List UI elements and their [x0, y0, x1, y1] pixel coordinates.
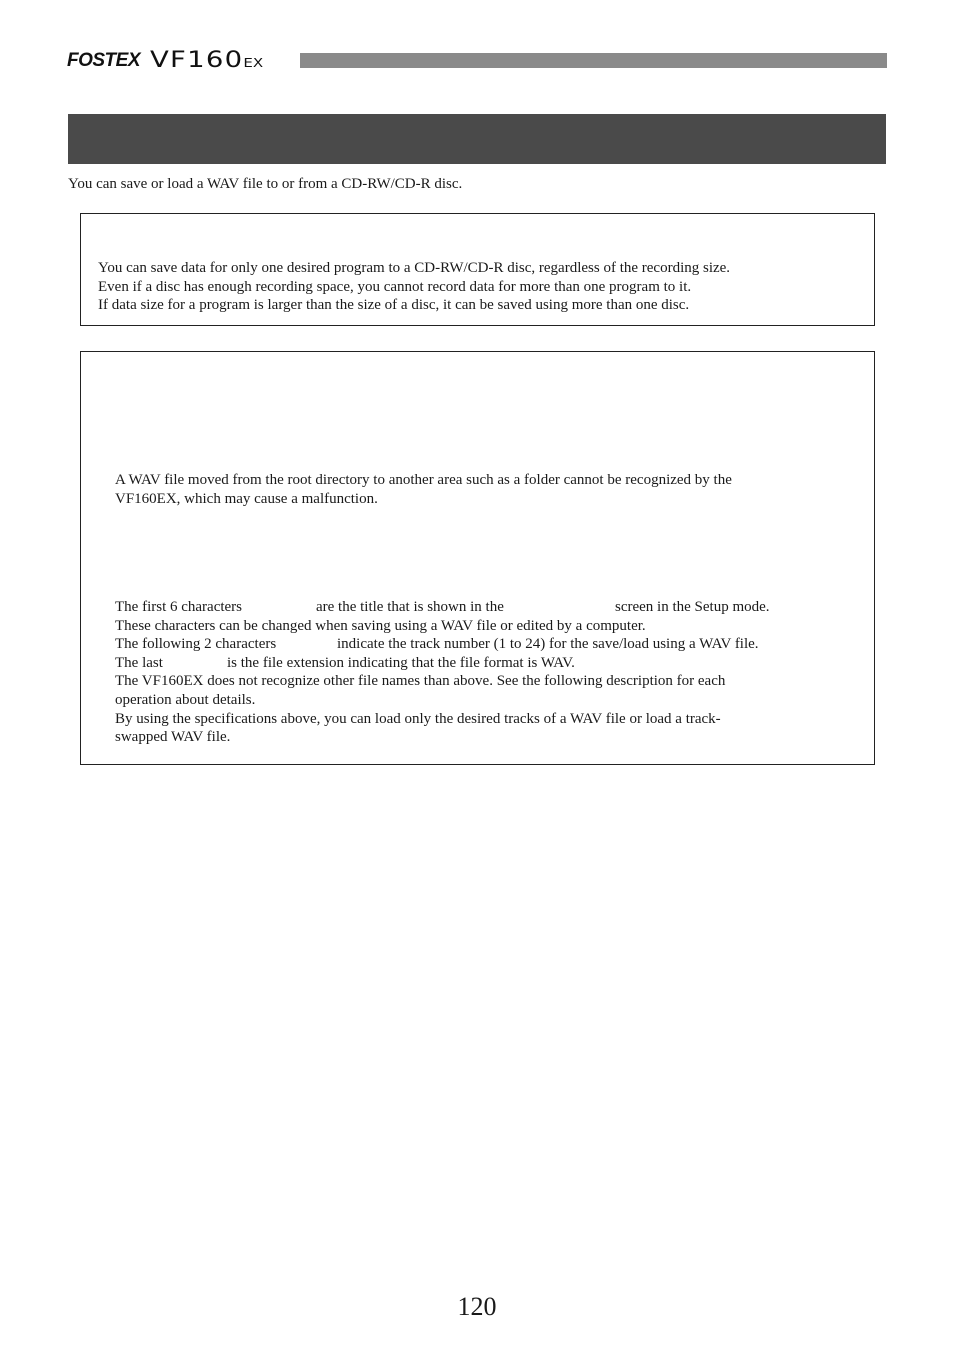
intro-text: You can save or load a WAV file to or from a CD-RW/CD-R disc.: [68, 176, 463, 192]
text-line: [115, 635, 759, 654]
file-name-spec: [115, 598, 770, 747]
note-box-wav-files: [80, 351, 875, 765]
text-fragment: indicate the track number (1 to 24) for the save/load using a WAV file.: [337, 636, 759, 653]
note-box-save-limits-text: [98, 259, 730, 315]
header-rule: [300, 53, 887, 68]
text-line: If data size for a program is larger than the size of a disc, it can be saved using more than one disc.: [98, 297, 690, 314]
text-line: operation about details.: [115, 691, 256, 708]
page-number: 120: [457, 1292, 497, 1321]
section-title-bar: [68, 114, 886, 164]
text-line: swapped WAV file.: [115, 729, 231, 746]
fostex-logo: FOSTEX: [67, 50, 141, 71]
text-line: You can save data for only one desired program to a CD-RW/CD-R disc, regardless of the recording size.: [98, 260, 731, 276]
root-directory-note: [115, 471, 732, 508]
text-line: These characters can be changed when saving using a WAV file or edited by a computer.: [115, 617, 646, 634]
text-line: By using the specifications above, you can load only the desired tracks of a WAV file or load a track-: [115, 710, 721, 727]
text-line: [115, 598, 770, 617]
text-line: The VF160EX does not recognize other file names than above. See the following description for each: [115, 673, 726, 690]
note-box-save-limits: [80, 213, 875, 326]
text-line: VF160EX, which may cause a malfunction.: [115, 490, 378, 507]
text-fragment: are the title that is shown in the: [316, 599, 504, 615]
text-fragment: The last: [115, 654, 163, 671]
text-fragment: The following 2 characters: [115, 636, 277, 653]
model-suffix: EX: [243, 56, 264, 70]
text-line: [115, 654, 725, 673]
text-fragment: The first 6 characters: [115, 599, 243, 615]
text-fragment: is the file extension indicating that the file format is WAV.: [227, 654, 575, 671]
model-name: VF160: [150, 48, 244, 73]
text-line: Even if a disc has enough recording space, you cannot record data for more than one program to it.: [98, 278, 692, 295]
text-fragment: screen in the Setup mode.: [615, 599, 770, 615]
text-line: A WAV file moved from the root directory to another area such as a folder cannot be recognized by the: [115, 472, 732, 488]
model-logo: [150, 48, 263, 73]
